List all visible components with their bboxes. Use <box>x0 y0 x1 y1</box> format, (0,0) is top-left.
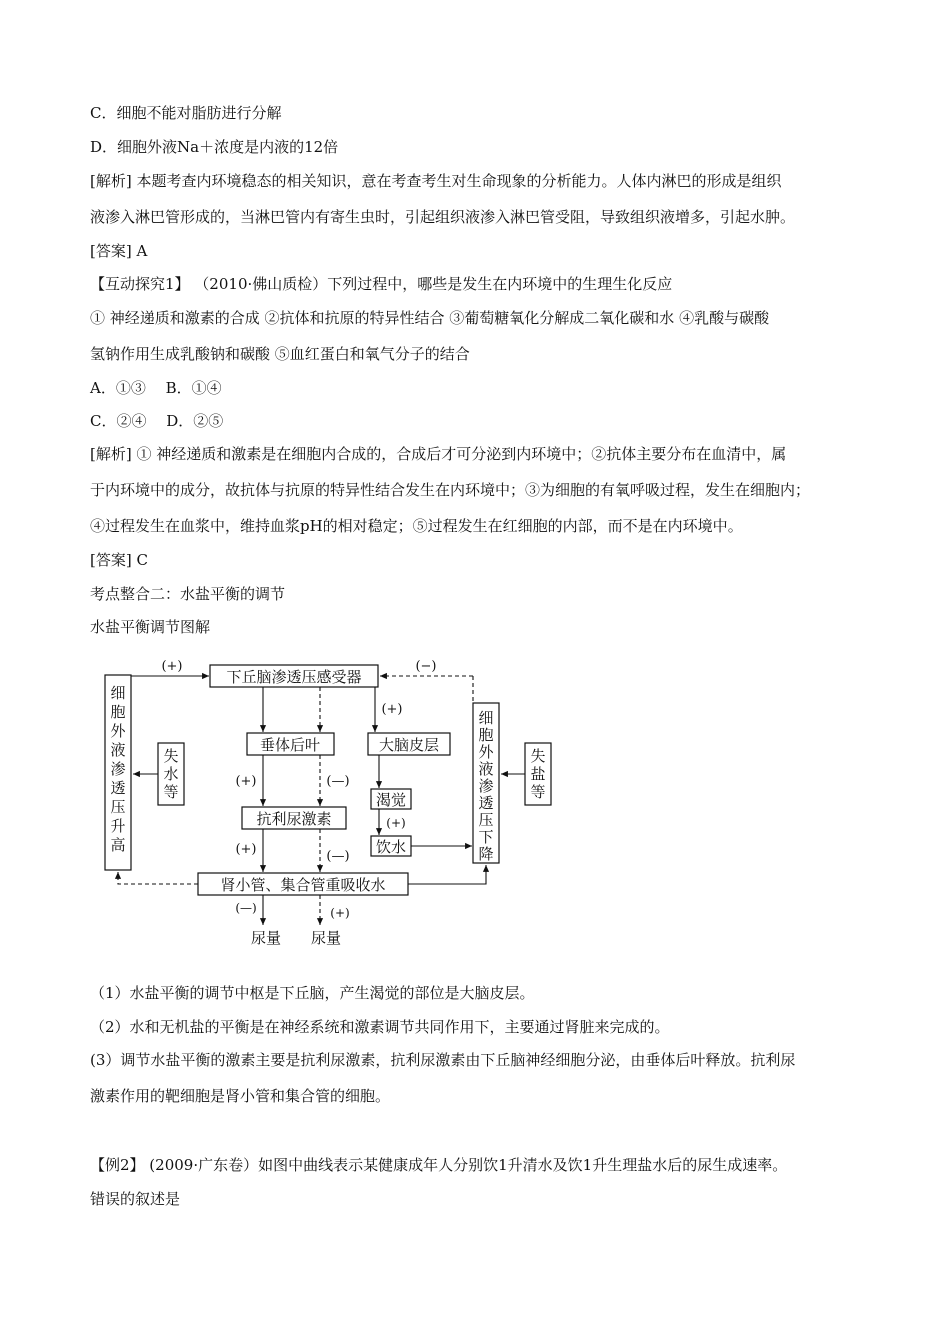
svg-text:渗: 渗 <box>478 777 494 795</box>
svg-text:降: 降 <box>478 845 494 863</box>
label-minus-adh: (—) <box>326 849 350 864</box>
point-4: 激素作用的靶细胞是肾小管和集合管的细胞。 <box>90 1087 391 1105</box>
svg-text:压: 压 <box>478 811 494 829</box>
urine-label-1: 尿量 <box>250 929 282 947</box>
lose-salt-2: 盐 <box>530 765 546 783</box>
answer-a: [答案] A <box>90 242 148 260</box>
question-options-2: 氢钠作用生成乳酸钠和碳酸 ⑤血红蛋白和氧气分子的结合 <box>90 345 470 363</box>
adh-label: 抗利尿激素 <box>256 810 332 828</box>
analysis2-text-2: 于内环境中的成分，故抗体与抗原的特异性结合发生在内环境中；③为细胞的有氧呼吸过程，发生在细胞内； <box>90 481 811 499</box>
svg-text:细: 细 <box>478 709 494 727</box>
svg-text:外: 外 <box>478 743 494 761</box>
point-3: (3）调节水盐平衡的激素主要是抗利尿激素，抗利尿激素由下丘脑神经细胞分泌，由垂体后叶释放。抗利尿 <box>90 1051 796 1069</box>
label-minus-top-right: (−) <box>415 659 437 674</box>
diagram-caption: 水盐平衡调节图解 <box>90 618 211 636</box>
label-minus-pituitary: (—) <box>326 774 350 789</box>
svg-text:胞: 胞 <box>110 703 126 721</box>
point-2: （2）水和无机盐的平衡是在神经系统和激素调节共同作用下，主要通过肾脏来完成的。 <box>90 1018 670 1036</box>
water-salt-regulation-diagram <box>90 655 610 955</box>
arrow-kidney-to-right <box>408 865 486 884</box>
lose-salt-3: 等 <box>530 783 546 801</box>
section-heading: 考点整合二：水盐平衡的调节 <box>90 585 286 603</box>
svg-text:渗: 渗 <box>110 760 126 778</box>
lose-water-3: 等 <box>163 783 179 801</box>
svg-text:液: 液 <box>478 760 494 778</box>
svg-text:液: 液 <box>110 741 126 759</box>
choice-ab: A．①③ B．①④ <box>90 379 222 397</box>
analysis2-text-3: ④过程发生在血浆中，维持血浆pH的相对稳定；⑤过程发生在红细胞的内部，而不是在内环境中。 <box>90 517 743 535</box>
drink-label: 饮水 <box>375 838 407 856</box>
analysis-text-2: 液渗入淋巴管形成的，当淋巴管内有寄生虫时，引起组织液渗入淋巴管受阻，导致组织液增多，引起水肿。 <box>90 208 796 226</box>
label-plus-urine: (+) <box>330 906 350 920</box>
svg-text:外: 外 <box>110 722 126 740</box>
arrow-kidney-to-left <box>118 872 198 884</box>
right-column-text <box>478 709 494 863</box>
option-c: C．细胞不能对脂肪进行分解 <box>90 104 282 122</box>
svg-text:高: 高 <box>110 836 126 854</box>
example-2-heading: 【例2】 (2009·广东卷）如图中曲线表示某健康成年人分别饮1升清水及饮1升生理盐水后的尿生成速率。 <box>90 1156 788 1174</box>
analysis2-text-1: [解析] ① 神经递质和激素是在细胞内合成的，合成后才可分泌到内环境中；②抗体主要分布在血清中，属 <box>90 445 787 463</box>
kidney-label: 肾小管、集合管重吸收水 <box>220 876 386 894</box>
left-column-text <box>110 684 126 854</box>
choice-cd: C．②④ D．②⑤ <box>90 412 224 430</box>
question-heading: 【互动探究1】 （2010·佛山质检）下列过程中，哪些是发生在内环境中的生理生化反应 <box>90 275 673 293</box>
lose-salt-1: 失 <box>530 747 546 765</box>
label-minus-urine: (—) <box>235 901 257 915</box>
svg-text:压: 压 <box>110 798 126 816</box>
analysis-text-1: [解析] 本题考查内环境稳态的相关知识，意在考查考生对生命现象的分析能力。人体内淋巴的形成是组织 <box>90 172 782 190</box>
svg-text:透: 透 <box>110 779 126 797</box>
question-options-1: ① 神经递质和激素的合成 ②抗体和抗原的特异性结合 ③葡萄糖氧化分解成二氧化碳和水 ④乳酸与碳酸 <box>90 309 770 327</box>
label-plus-top-left: (+) <box>161 659 183 674</box>
label-plus-cortex: (+) <box>381 702 403 717</box>
pituitary-label: 垂体后叶 <box>259 736 321 754</box>
cortex-label: 大脑皮层 <box>378 736 440 754</box>
point-1: （1）水盐平衡的调节中枢是下丘脑，产生渴觉的部位是大脑皮层。 <box>90 984 535 1002</box>
example-2-question: 错误的叙述是 <box>90 1190 181 1208</box>
urine-label-2: 尿量 <box>310 929 342 947</box>
thirst-label: 渴觉 <box>375 791 407 809</box>
svg-text:透: 透 <box>478 794 494 812</box>
lose-water-2: 水 <box>163 765 179 783</box>
lose-water-1: 失 <box>163 747 179 765</box>
svg-text:胞: 胞 <box>478 726 494 744</box>
svg-text:升: 升 <box>110 817 126 835</box>
svg-text:下: 下 <box>478 828 494 846</box>
option-d: D．细胞外液Na＋浓度是内液的12倍 <box>90 138 339 156</box>
answer-c: [答案] C <box>90 551 148 569</box>
svg-text:细: 细 <box>110 684 126 702</box>
hypothalamus-label: 下丘脑渗透压感受器 <box>226 668 362 686</box>
label-plus-thirst: (+) <box>386 816 406 830</box>
label-plus-pituitary: (+) <box>235 774 257 789</box>
label-plus-adh: (+) <box>235 842 257 857</box>
